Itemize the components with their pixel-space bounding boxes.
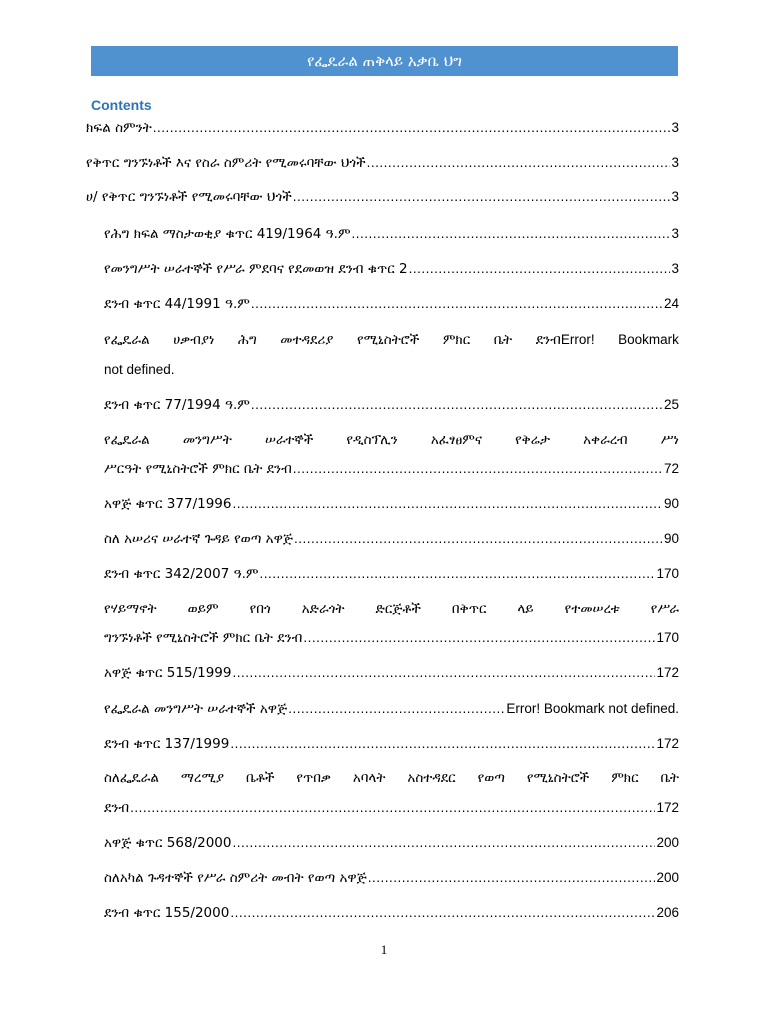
toc-entry-page: 90 bbox=[663, 496, 679, 511]
toc-entry-title: አዋጅ ቁጥር 515/1999 bbox=[104, 665, 232, 681]
error-text: Error! Bookmark not defined. bbox=[506, 701, 679, 716]
toc-entry-title: ስለአካል ጉዳተኞች የሥራ ስምሪት መብት የወጣ አዋጅ bbox=[104, 870, 367, 886]
toc-entry[interactable] bbox=[86, 187, 679, 207]
toc-entry-title: የመንግሥት ሠራተኞች የሥራ ምደባና የደመወዝ ደንብ ቁጥር 2 bbox=[104, 261, 408, 277]
dot-leader bbox=[409, 259, 671, 279]
toc-entry-page: 3 bbox=[671, 189, 679, 204]
toc-entry[interactable] bbox=[104, 868, 679, 888]
toc-entry[interactable] bbox=[86, 153, 679, 173]
toc-entry-word: ምክር bbox=[611, 770, 639, 786]
toc-entry[interactable] bbox=[104, 494, 679, 514]
toc-entry[interactable] bbox=[104, 599, 679, 619]
toc-entry[interactable] bbox=[104, 903, 679, 923]
toc-entry-page: 24 bbox=[663, 296, 679, 311]
dot-leader bbox=[368, 868, 656, 888]
toc-entry-word: መተዳደሪያ bbox=[280, 332, 334, 348]
toc-entry[interactable] bbox=[104, 768, 679, 788]
toc-entry-title: የቅጥር ግንኙነቶች እና የስራ ስምሪት የሚመሩባቸው ህጎች bbox=[86, 155, 366, 171]
contents-heading: Contents bbox=[91, 97, 152, 113]
dot-leader bbox=[367, 153, 671, 173]
toc-entry-word: በቅጥር bbox=[451, 601, 487, 617]
toc-entry[interactable] bbox=[104, 699, 679, 719]
toc-entry-page: 90 bbox=[663, 531, 679, 546]
document-title: የፌዴራል ጠቅላይ አቃቤ ህግ bbox=[307, 52, 462, 70]
dot-leader bbox=[251, 294, 663, 314]
toc-entry-title: ደንብ ቁጥር 137/1999 bbox=[104, 736, 230, 752]
toc-entry[interactable] bbox=[104, 224, 679, 244]
toc-entry-title: ግንኙነቶች የሚኒስትሮች ምክር ቤት ደንብ bbox=[104, 630, 303, 646]
toc-entry[interactable] bbox=[104, 734, 679, 754]
toc-entry-title: የፌዴራል መንግሥት ሠራተኞች አዋጅ bbox=[104, 701, 288, 717]
toc-entry-page: 200 bbox=[656, 835, 679, 850]
dot-leader bbox=[230, 903, 655, 923]
toc-entry-word: የሃይማኖት bbox=[104, 601, 157, 617]
dot-leader bbox=[251, 395, 663, 415]
toc-entry-page: 172 bbox=[656, 665, 679, 680]
toc-entry-word: ሥነ bbox=[660, 432, 679, 448]
toc-entry-title: ደንብ ቁጥር 77/1994 ዓ.ም bbox=[104, 397, 250, 413]
toc-entry-word: የፌዴራል bbox=[104, 432, 150, 448]
toc-entry-word: አቀራረብ bbox=[583, 432, 628, 448]
dot-leader bbox=[153, 118, 671, 138]
toc-entry-word: አስተዳደር bbox=[407, 770, 456, 786]
toc-entry-page: 72 bbox=[663, 461, 679, 476]
toc-entry-word: ድርጅቶች bbox=[375, 601, 421, 617]
toc-entry[interactable] bbox=[104, 330, 679, 350]
toc-entry-page: 172 bbox=[656, 736, 679, 751]
page-number: 1 bbox=[380, 942, 388, 957]
toc-entry-page: 200 bbox=[656, 870, 679, 885]
toc-entry-word: አባላት bbox=[352, 770, 386, 786]
toc-entry-word: ቤት bbox=[493, 332, 513, 348]
dot-leader bbox=[293, 187, 671, 207]
error-text: Error! bbox=[560, 332, 595, 347]
toc-entry-page: 3 bbox=[671, 120, 679, 135]
toc-entry-word: የወጣ bbox=[477, 770, 505, 786]
toc-entry-title: ደንብ bbox=[104, 800, 130, 816]
dot-leader bbox=[352, 224, 671, 244]
toc-entry-title: ደንብ ቁጥር 44/1991 ዓ.ም bbox=[104, 296, 250, 312]
dot-leader bbox=[230, 734, 655, 754]
dot-leader bbox=[232, 833, 655, 853]
toc-entry-continuation[interactable] bbox=[104, 459, 679, 479]
toc-entry-word: ሕግ bbox=[237, 332, 257, 348]
toc-entry-word: ምክር bbox=[442, 332, 471, 348]
toc-entry-continuation[interactable] bbox=[104, 628, 679, 648]
dot-leader bbox=[293, 459, 663, 479]
toc-entry-word: መንግሥት bbox=[182, 432, 232, 448]
toc-entry-title: አዋጅ ቁጥር 568/2000 bbox=[104, 835, 232, 851]
toc-entry-word: ቤት bbox=[660, 770, 679, 786]
toc-entry-word: የሥራ bbox=[650, 601, 679, 617]
toc-entry-title: የሕግ ክፍል ማስታወቂያ ቁጥር 419/1964 ዓ.ም bbox=[104, 226, 351, 242]
toc-entry-word: ሀቃብያነ bbox=[173, 332, 215, 348]
dot-leader bbox=[232, 663, 655, 683]
dot-leader bbox=[232, 494, 662, 514]
toc-entry-word: ደንብ bbox=[535, 332, 561, 348]
toc-entry-page: 3 bbox=[671, 155, 679, 170]
toc-entry[interactable] bbox=[86, 118, 679, 138]
toc-entry-word: የተመሠረቱ bbox=[564, 601, 620, 617]
toc-entry-page: 3 bbox=[671, 226, 679, 241]
toc-entry-page: 172 bbox=[656, 800, 679, 815]
toc-entry[interactable] bbox=[104, 294, 679, 314]
toc-entry-page: 206 bbox=[656, 905, 679, 920]
toc-entry-word: ማረሚያ bbox=[180, 770, 225, 786]
toc-entry-title: ስለ አሠሪና ሠራተኛ ጉዳይ የወጣ አዋጅ bbox=[104, 531, 293, 547]
toc-entry-continuation: not defined. bbox=[104, 362, 175, 377]
toc-entry-word: ሠራተኞች bbox=[264, 432, 314, 448]
toc-entry-word: የጥበቃ bbox=[296, 770, 331, 786]
dot-leader bbox=[294, 529, 663, 549]
error-text: Bookmark bbox=[618, 332, 679, 347]
toc-entry-title: ሥርዓት የሚኒስትሮች ምክር ቤት ደንብ bbox=[104, 461, 292, 477]
toc-entry-word: ቤቶች bbox=[246, 770, 275, 786]
toc-entry-word: የሚኒስትሮች bbox=[526, 770, 590, 786]
toc-entry-page: 170 bbox=[656, 566, 679, 581]
toc-entry-title: ክፍል ስምንት bbox=[86, 120, 152, 136]
toc-entry[interactable] bbox=[104, 259, 679, 279]
toc-entry-word: ወይም bbox=[187, 601, 219, 617]
dot-leader bbox=[259, 564, 655, 584]
toc-entry-title: ደንብ ቁጥር 342/2007 ዓ.ም bbox=[104, 566, 259, 582]
toc-entry-page: 170 bbox=[656, 630, 679, 645]
toc-entry-title: አዋጅ ቁጥር 377/1996 bbox=[104, 496, 232, 512]
toc-entry[interactable] bbox=[104, 430, 679, 450]
toc-entry-word: የቅሬታ bbox=[515, 432, 550, 448]
toc-entry-page: 25 bbox=[663, 397, 679, 412]
toc-entry-word: አፈፃፀምና bbox=[430, 432, 482, 448]
toc-entry[interactable] bbox=[104, 833, 679, 853]
toc-entry-page: 3 bbox=[671, 261, 679, 276]
toc-entry-word: ላይ bbox=[517, 601, 534, 617]
dot-leader bbox=[303, 628, 655, 648]
toc-entry-word: ስለፌዴራል bbox=[104, 770, 159, 786]
toc-entry-continuation[interactable] bbox=[104, 798, 679, 818]
toc-entry[interactable] bbox=[104, 529, 679, 549]
toc-entry-word: የዲስፕሊን bbox=[346, 432, 398, 448]
toc-entry[interactable] bbox=[104, 564, 679, 584]
toc-entry-title: ሀ/ የቅጥር ግንኙነቶች የሚመሩባቸው ህጎች bbox=[86, 189, 292, 205]
dot-leader bbox=[288, 699, 505, 719]
toc-entry-word: የሚኒስትሮች bbox=[356, 332, 420, 348]
toc-entry-word: የበጎ bbox=[249, 601, 271, 617]
toc-entry[interactable] bbox=[104, 663, 679, 683]
toc-entry-title: ደንብ ቁጥር 155/2000 bbox=[104, 905, 230, 921]
dot-leader bbox=[130, 798, 655, 818]
toc-entry[interactable] bbox=[104, 395, 679, 415]
toc-entry-word: የፌዴራል bbox=[104, 332, 150, 348]
toc-entry-word: አድራጎት bbox=[301, 601, 345, 617]
